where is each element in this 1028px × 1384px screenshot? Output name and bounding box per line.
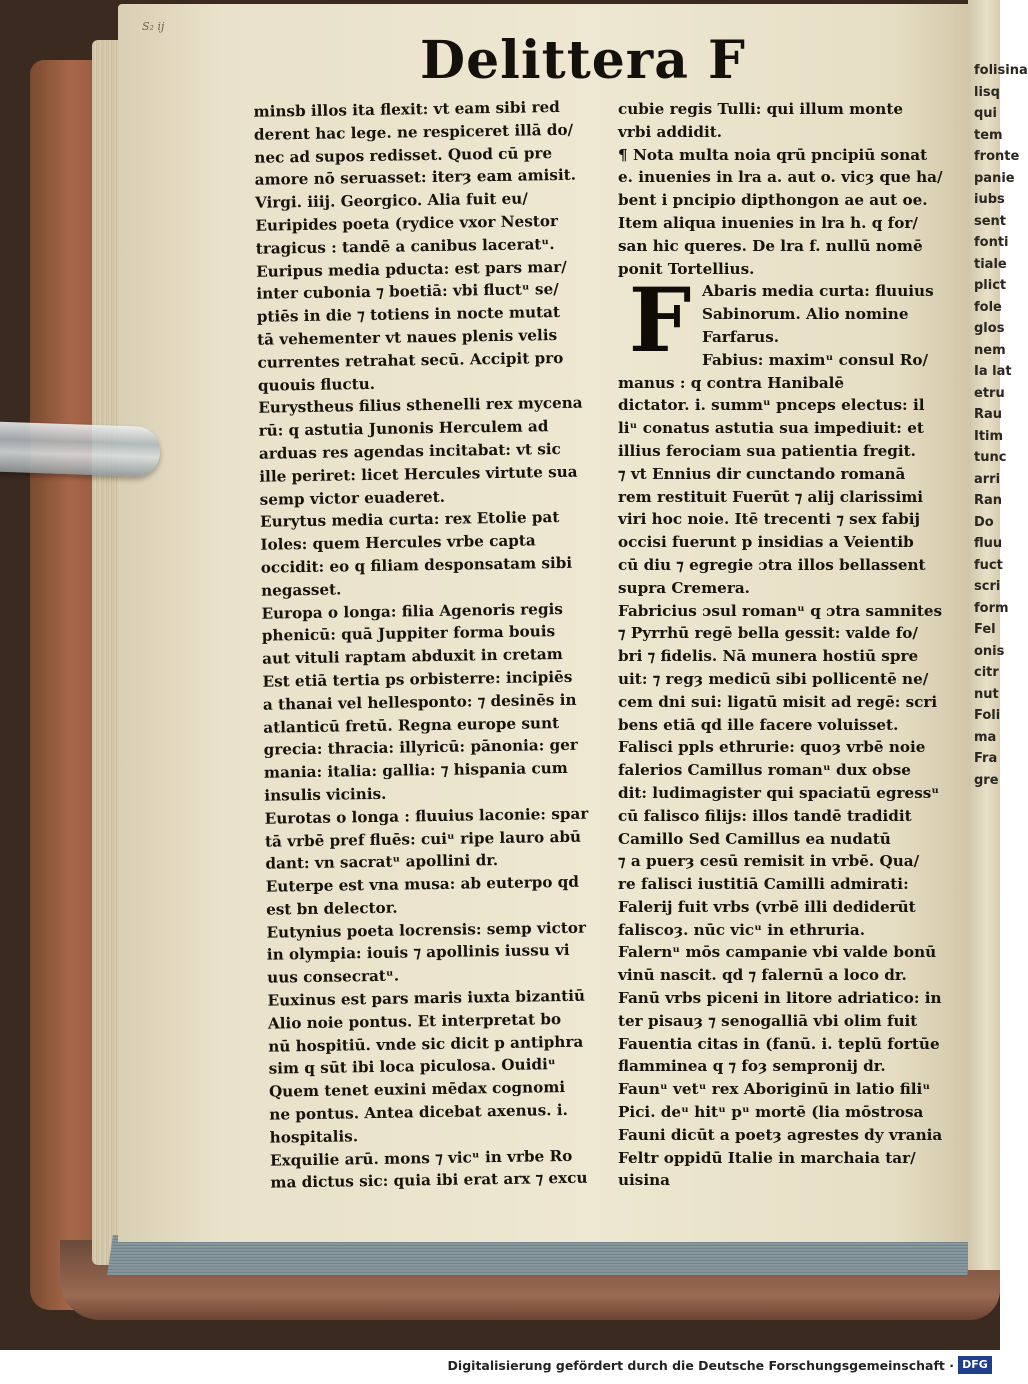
- text-line: falerios Camillus romanᵘ dux obse: [618, 761, 911, 780]
- text-line: faliscoȝ. nūc vicᵘ in ethruria.: [618, 920, 866, 939]
- facing-fragment: onis: [974, 643, 1005, 659]
- facing-fragment: arri: [974, 471, 1001, 487]
- facing-fragment: ma: [974, 729, 997, 745]
- text-line: sim q sūt ibi loca piculosa. Ouidiᵘ: [268, 1055, 556, 1079]
- text-line: re falisci iustitiā Camilli admirati:: [618, 875, 909, 894]
- text-line: Fabricius ɔsul romanᵘ q ɔtra samnites: [618, 601, 943, 620]
- text-line: inter cubonia ⁊ boetiā: vbi fluctᵘ se/: [256, 280, 559, 304]
- facing-fragment: fronte: [974, 149, 1020, 164]
- text-line: uus consecratᵘ.: [267, 966, 400, 987]
- text-line: grecia: thracia: illyricū: pānonia: ger: [263, 736, 578, 760]
- text-line: bri ⁊ fidelis. Nā munera hostiū spre: [618, 647, 919, 666]
- facing-fragment: Itim: [974, 428, 1004, 444]
- text-line: hospitalis.: [269, 1127, 359, 1147]
- facing-fragment: citr: [974, 665, 999, 680]
- text-line: Feltr oppidū Italie in marchaia tar/: [618, 1148, 916, 1167]
- folio-mark: S₂ ij: [142, 20, 165, 33]
- text-line: Fanū vrbs piceni in litore adriatico: in: [618, 989, 942, 1008]
- text-line: ne pontus. Antea dicebat axenus. i.: [269, 1101, 568, 1124]
- text-line: Faunᵘ vetᵘ rex Aboriginū in latio filiᵘ: [618, 1080, 931, 1099]
- text-line: phenicū: quā Juppiter forma bouis: [261, 622, 556, 646]
- text-line: supra Cremera.: [618, 578, 750, 597]
- text-line: atlanticū fretū. Regna europe sunt: [263, 713, 560, 737]
- dropcap-initial: F: [628, 268, 692, 372]
- text-line: manus : q contra Hanibalē: [618, 373, 845, 392]
- text-line: rū: q astutia Junonis Herculem ad: [258, 417, 549, 440]
- facing-fragment: etru: [974, 385, 1005, 401]
- facing-fragment: fole: [974, 299, 1002, 315]
- text-line: Camillo Sed Camillus ea nudatū: [618, 829, 891, 848]
- text-line: Falernᵘ mōs campanie vbi valde bonū: [618, 943, 937, 962]
- text-line: san hic queres. De lra f. nullū nomē: [618, 236, 923, 255]
- text-line: occisi fuerunt p insidias a Veientib: [618, 533, 914, 552]
- facing-fragment: Fel: [974, 622, 996, 637]
- page-holder-clip: [0, 421, 161, 478]
- text-line: in olympia: iouis ⁊ apollinis iussu vi: [266, 941, 570, 965]
- text-line: uisina: [618, 1171, 671, 1190]
- text-line: Eutynius poeta locrensis: semp victor: [266, 918, 587, 942]
- text-line: Exquilie arū. mons ⁊ vicᵘ in vrbe Ro: [269, 1146, 573, 1170]
- text-line: Pici. deᵘ hitᵘ pᵘ mortē (lia mōstrosa: [618, 1103, 924, 1122]
- text-line: uit: ⁊ regȝ medicū sibi pollicentē ne/: [618, 669, 929, 688]
- text-line: a thanai vel hellesponto: ⁊ desinēs in: [262, 690, 577, 714]
- text-line: liᵘ conatus astutia sua impediuit: et: [618, 419, 924, 438]
- text-line: Falerij fuit vrbs (vrbē illi dediderūt: [618, 897, 916, 916]
- text-line: occidit: eo q filiam desponsatam sibi: [260, 553, 573, 577]
- text-line: minsb illos ita flexit: vt eam sibi red: [253, 97, 560, 121]
- text-line: rem restituit Fuerūt ⁊ alij clarissimi: [618, 487, 924, 506]
- text-line: cem dni sui: ligatū misit ad regē: scri: [618, 692, 938, 711]
- facing-fragment: glos: [974, 321, 1005, 336]
- text-line: dit: ludimagister qui spaciatū egressᵘ: [618, 783, 940, 802]
- text-line: Virgi. iiij. Georgico. Alia fuit eu/: [254, 189, 528, 212]
- text-line: Europa o longa: filia Agenoris regis: [261, 599, 563, 623]
- text-line: Euripides poeta (rydice vxor Nestor: [255, 211, 559, 235]
- text-line: aut vituli raptam abduxit in cretam: [262, 645, 563, 668]
- text-line: ille periret: licet Hercules virtute sua: [259, 462, 578, 486]
- text-line: Sabinorum. Alio nomine: [702, 305, 909, 324]
- text-line: e. inuenies in lra a. aut o. vicȝ que ha/: [618, 168, 943, 187]
- text-line: bent i pncipio dipthongon ae aut oe.: [618, 191, 928, 210]
- text-line: mania: italia: gallia: ⁊ hispania cum: [263, 759, 568, 782]
- text-line: cubie regis Tulli: qui illum monte: [618, 100, 904, 118]
- text-line: Est etiā tertia ps orbisterre: incipiēs: [262, 667, 573, 691]
- facing-fragment: folisina: [974, 63, 1028, 78]
- facing-fragment: fluu: [974, 536, 1003, 551]
- facing-fragment: qui: [974, 106, 998, 121]
- text-line: amore nō seruasset: iterȝ eam amisit.: [254, 166, 577, 190]
- text-line: tā vrbē pref fluēs: cuiᵘ ripe lauro abū: [264, 827, 582, 851]
- text-line: arduas res agendas incitabat: vt sic: [258, 439, 561, 463]
- facing-fragment: nem: [974, 342, 1006, 358]
- text-line: tā vehementer vt naues plenis velis: [257, 326, 558, 349]
- footer-bar: [0, 1350, 1000, 1384]
- text-line: ⁊ vt Ennius dir cunctando romanā: [618, 464, 906, 483]
- text-line: nec ad supos redisset. Quod cū pre: [254, 143, 553, 167]
- facing-fragment: Rau: [974, 407, 1003, 422]
- page-header: Delittera F: [420, 30, 746, 91]
- text-line: dant: vn sacratᵘ apollini dr.: [265, 851, 499, 873]
- text-line: Abaris media curta: fluuius: [702, 282, 934, 301]
- text-line: viri hoc noie. Itē trecenti ⁊ sex fabij: [618, 510, 920, 529]
- text-line: Ioles: quem Hercules vrbe capta: [260, 531, 536, 554]
- left-column: [253, 95, 615, 1195]
- text-line: ⁊ a puerȝ cesū remisit in vrbē. Qua/: [618, 852, 920, 871]
- text-line: insulis vicinis.: [264, 784, 387, 805]
- text-line: Item aliqua inuenies in lra h. q for/: [618, 213, 918, 232]
- facing-fragment: Ran: [974, 493, 1003, 508]
- text-line: nū hospitiū. vnde sic dicit p antiphra: [268, 1032, 584, 1056]
- facing-page-strip: [968, 0, 1028, 1270]
- facing-fragment: scri: [974, 579, 1001, 594]
- text-line: negasset.: [260, 580, 342, 600]
- text-line: currentes retrahat secū. Accipit pro: [257, 348, 564, 372]
- facing-fragment: fonti: [974, 235, 1009, 250]
- text-line: Fauentia citas in (fanū. i. teplū fortūe: [618, 1034, 940, 1053]
- text-line: illius ferociam sua patientia fregit.: [618, 441, 916, 460]
- facing-fragment: fuct: [974, 557, 1003, 573]
- footer-credit: Digitalisierung gefördert durch die Deutsche Forschungsgemeinschaft ·: [447, 1358, 954, 1373]
- right-column: [618, 98, 963, 1192]
- text-line: Fauni dicūt a poetȝ agrestes dy vrania: [618, 1125, 943, 1144]
- text-line: Quem tenet euxini mēdax cognomi: [268, 1078, 566, 1101]
- text-line: Farfarus.: [702, 327, 780, 346]
- text-line: derent hac lege. ne respiceret illā do/: [253, 120, 574, 144]
- text-line: cū diu ⁊ egregie ɔtra illos bellassent: [618, 555, 926, 574]
- facing-fragment: Do: [974, 514, 994, 530]
- facing-fragment: lisq: [974, 84, 1000, 100]
- text-line: bens etiā qd ille facere voluisset.: [618, 715, 899, 734]
- text-line: ter pisauȝ ⁊ senogalliā vbi olim fuit: [618, 1011, 918, 1030]
- facing-fragment: form: [974, 600, 1009, 616]
- text-line: vinū nascit. qd ⁊ falernū a loco dr.: [618, 966, 907, 985]
- facing-fragment: plict: [974, 278, 1007, 293]
- text-line: ⁊ Pyrrhū regē bella gessit: valde fo/: [618, 624, 918, 643]
- text-line: semp victor euaderet.: [259, 487, 446, 509]
- text-line: tragicus : tandē a canibus laceratᵘ.: [255, 234, 555, 258]
- facing-fragment: Ia lat: [974, 364, 1012, 379]
- facing-fragment: Fra: [974, 751, 998, 766]
- text-line: Eurystheus filius sthenelli rex mycena: [258, 394, 583, 418]
- text-line: ¶ Nota multa noia qrū pncipiū sonat: [618, 145, 928, 164]
- facing-fragment: Foli: [974, 708, 1001, 723]
- facing-fragment: sent: [974, 213, 1007, 229]
- text-line: Euxinus est pars maris iuxta bizantiū: [267, 986, 586, 1010]
- text-line: dictator. i. summᵘ pnceps electus: il: [618, 396, 925, 415]
- facing-fragment: tem: [974, 127, 1003, 143]
- facing-fragment: nut: [974, 686, 999, 702]
- text-line: Euterpe est vna musa: ab euterpo qd: [265, 872, 580, 896]
- facing-fragment: iubs: [974, 192, 1005, 207]
- text-line: flamminea q ⁊ foȝ sempronij dr.: [618, 1057, 886, 1076]
- facing-fragment: panie: [974, 170, 1015, 186]
- text-line: cū falisco filijs: illos tandē tradidit: [618, 806, 912, 825]
- text-line: ptiēs in die ⁊ totiens in nocte mutat: [256, 303, 561, 326]
- text-line: est bn delector.: [265, 898, 398, 919]
- text-line: vrbi addidit.: [618, 122, 723, 141]
- facing-page-text: [968, 60, 1028, 791]
- text-line: quouis fluctu.: [257, 374, 376, 395]
- text-line: ma dictus sic: quia ibi erat arx ⁊ excu: [270, 1169, 588, 1193]
- text-line: Eurotas o longa : fluuius laconie: spar: [264, 804, 589, 828]
- text-line: Eurytus media curta: rex Etolie pat: [259, 508, 560, 532]
- facing-fragment: tiale: [974, 256, 1007, 272]
- text-line: Falisci ppls ethrurie: quoȝ vrbē noie: [618, 738, 926, 757]
- dfg-logo: DFG: [958, 1356, 992, 1374]
- text-line: Euripus media pducta: est pars mar/: [255, 257, 567, 281]
- facing-fragment: gre: [974, 772, 999, 788]
- text-line: ponit Tortellius.: [618, 259, 755, 278]
- text-line: Alio noie pontus. Et interpretat bo: [267, 1009, 562, 1033]
- text-line: Fabius: maximᵘ consul Ro/: [702, 350, 929, 369]
- facing-fragment: tunc: [974, 450, 1007, 465]
